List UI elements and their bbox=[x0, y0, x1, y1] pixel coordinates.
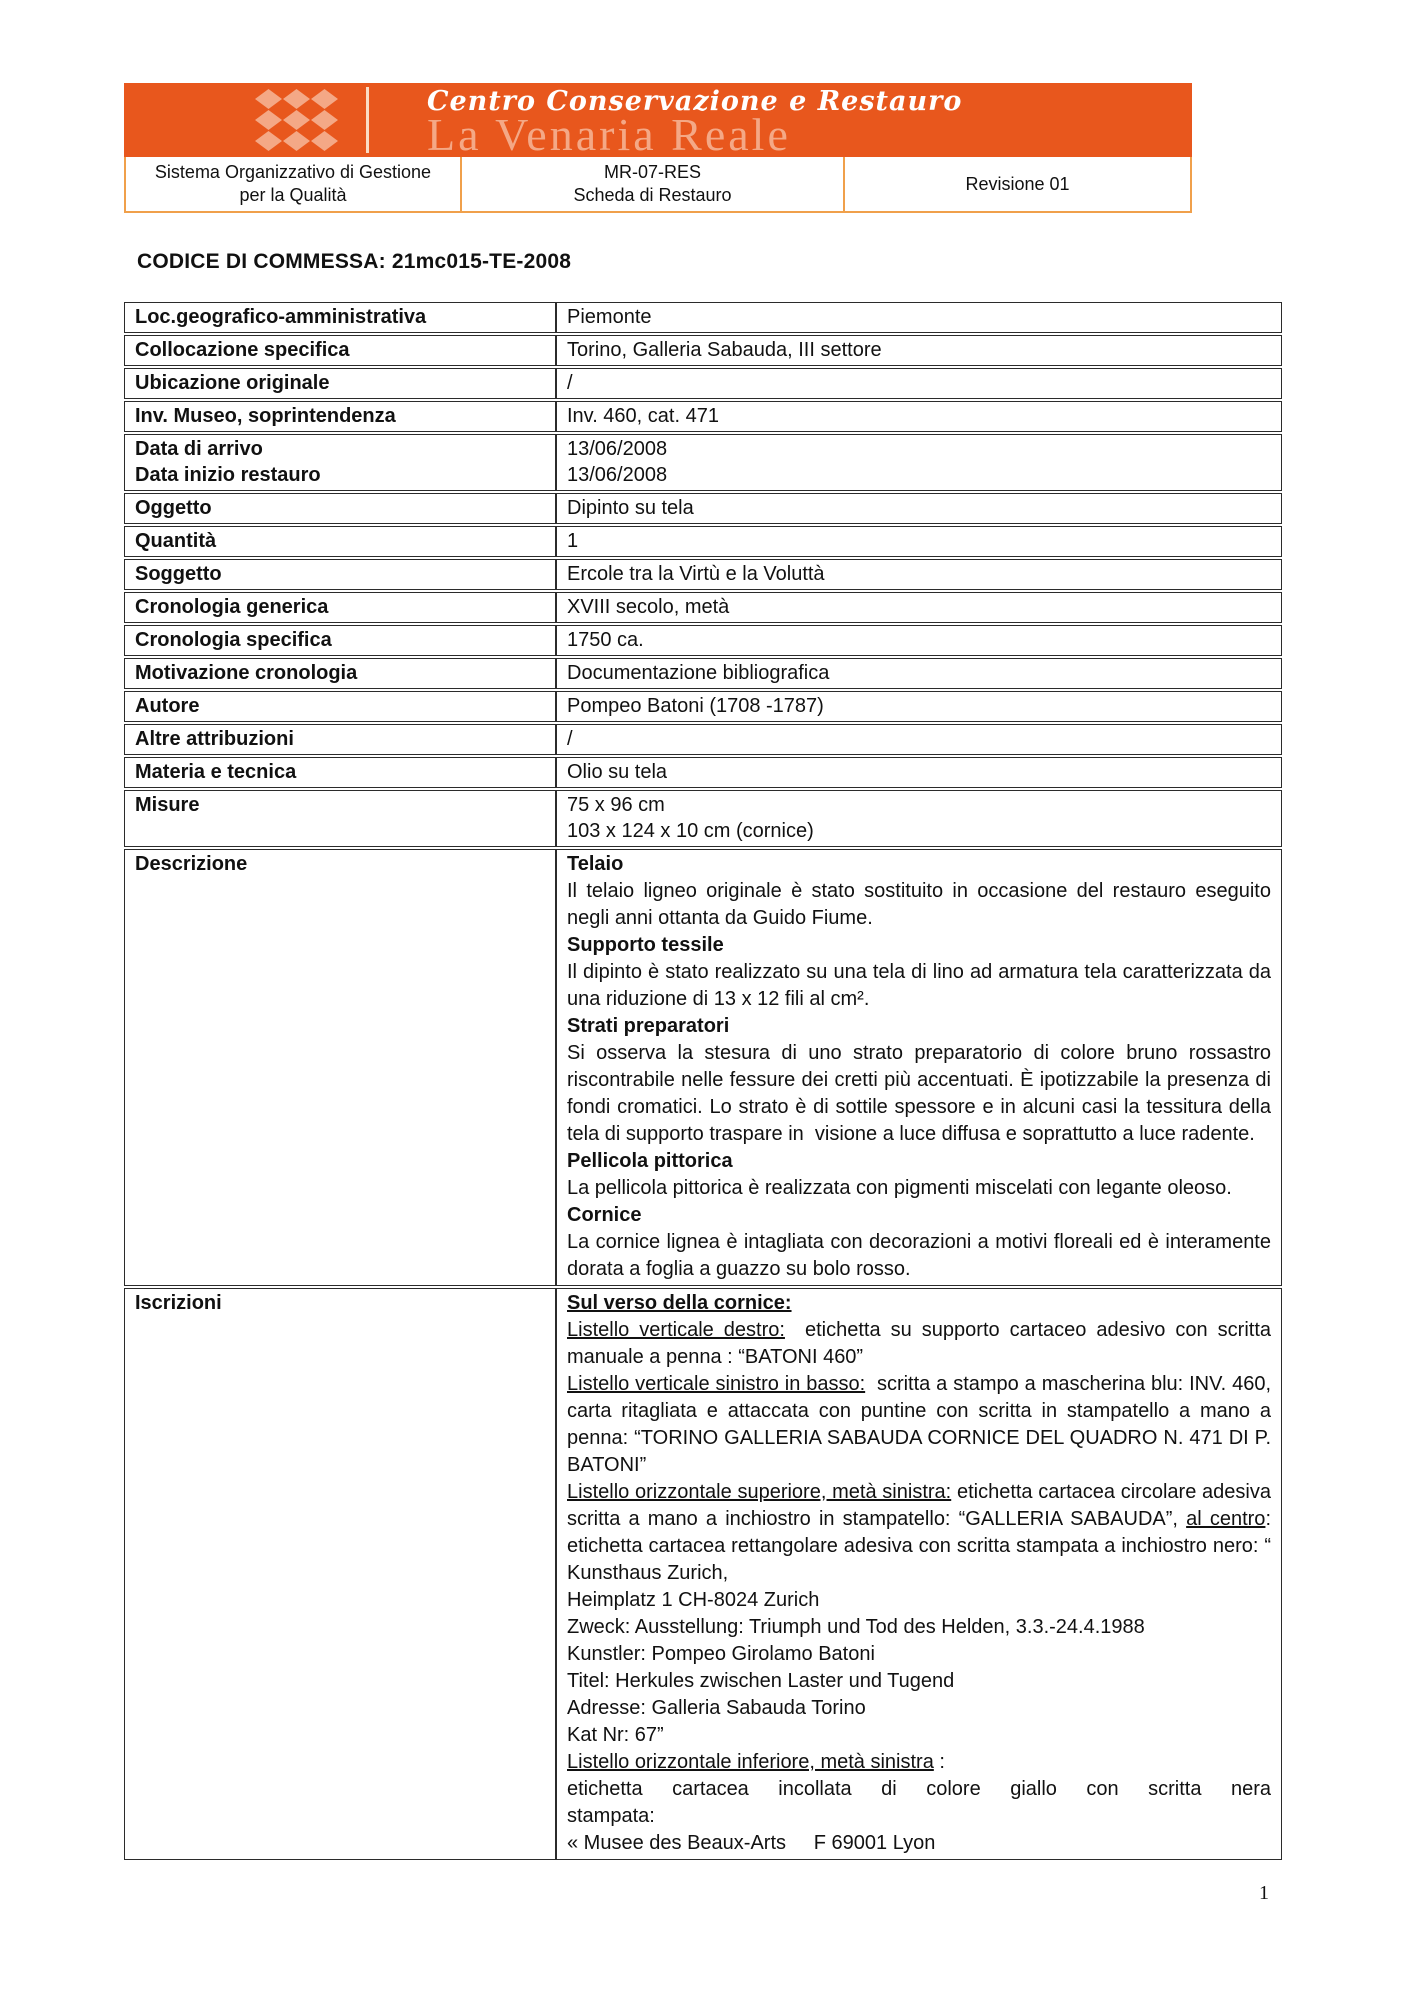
banner-title-line2: La Venaria Reale bbox=[427, 109, 791, 157]
inscription-paragraph bbox=[567, 1722, 1271, 1749]
field-value: / bbox=[556, 368, 1282, 399]
inscription-text-segment: Adresse: Galleria Sabauda Torino bbox=[567, 1697, 866, 1719]
header-cell-quality-line1: Sistema Organizzativo di Gestione bbox=[154, 162, 432, 182]
record-row bbox=[124, 625, 1282, 656]
description-section-text: La pellicola pittorica è realizzata con pigmenti miscelati con legante oleoso. bbox=[567, 1177, 1232, 1199]
record-row bbox=[124, 401, 1282, 432]
inscription-paragraph bbox=[567, 1290, 1271, 1317]
record-row bbox=[124, 724, 1282, 755]
description-section-text: La cornice lignea è intagliata con decorazioni a motivi floreali ed è interamente dorata a foglia a guazzo su bolo rosso. bbox=[567, 1231, 1277, 1280]
inscription-text-segment: : bbox=[933, 1751, 945, 1773]
inscription-text-segment: « Musee des Beaux-Arts F 69001 Lyon bbox=[567, 1832, 936, 1854]
field-label: Autore bbox=[124, 691, 556, 722]
field-value: Torino, Galleria Sabauda, III settore bbox=[556, 335, 1282, 366]
inscription-text-segment: Listello orizzontale superiore, metà sinistra: bbox=[567, 1481, 952, 1503]
diamond-icon bbox=[283, 89, 310, 109]
field-label: Altre attribuzioni bbox=[124, 724, 556, 755]
inscription-text-segment: Sul verso della cornice: bbox=[567, 1292, 792, 1314]
diamond-icon bbox=[255, 131, 282, 151]
diamond-icon bbox=[283, 110, 310, 130]
header-cell-quality-line2: per la Qualità bbox=[239, 185, 347, 205]
inscription-paragraph bbox=[567, 1695, 1271, 1722]
inscription-paragraph bbox=[567, 1803, 1271, 1830]
record-row bbox=[124, 757, 1282, 788]
header-cell-document-code bbox=[462, 157, 845, 211]
field-value: 1 bbox=[556, 526, 1282, 557]
page-number: 1 bbox=[1259, 1882, 1269, 1904]
description-section-text: Il telaio ligneo originale è stato sostituito in occasione del restauro eseguito negli anni ottanta da Guido Fiume. bbox=[567, 880, 1277, 929]
diamond-icon bbox=[255, 89, 282, 109]
field-value: 75 x 96 cm 103 x 124 x 10 cm (cornice) bbox=[556, 790, 1282, 847]
field-value: Inv. 460, cat. 471 bbox=[556, 401, 1282, 432]
inscription-text-segment: Zweck: Ausstellung: Triumph und Tod des Helden, 3.3.-24.4.1988 bbox=[567, 1616, 1145, 1638]
revision-label: Revisione 01 bbox=[965, 173, 1070, 194]
banner bbox=[124, 83, 1192, 157]
field-value: Dipinto su tela bbox=[556, 493, 1282, 524]
logo-separator bbox=[366, 87, 369, 153]
description-section-heading: Cornice bbox=[567, 1204, 642, 1226]
description-section-heading: Telaio bbox=[567, 853, 624, 875]
description-section-heading: Strati preparatori bbox=[567, 1015, 730, 1037]
field-label: Soggetto bbox=[124, 559, 556, 590]
record-row bbox=[124, 368, 1282, 399]
inscription-text-segment: Kat Nr: 67” bbox=[567, 1724, 664, 1746]
field-label: Misure bbox=[124, 790, 556, 847]
record-table bbox=[124, 300, 1282, 1862]
record-row bbox=[124, 592, 1282, 623]
field-label: Data di arrivo Data inizio restauro bbox=[124, 434, 556, 491]
field-value: Ercole tra la Virtù e la Voluttà bbox=[556, 559, 1282, 590]
inscription-paragraph bbox=[567, 1668, 1271, 1695]
field-label: Cronologia specifica bbox=[124, 625, 556, 656]
banner-title-line1: Centro Conservazione e Restauro bbox=[427, 86, 963, 117]
diamond-pattern-logo bbox=[255, 89, 338, 151]
inscription-text-segment: Heimplatz 1 CH-8024 Zurich bbox=[567, 1589, 820, 1611]
diamond-icon bbox=[283, 131, 310, 151]
inscription-paragraph bbox=[567, 1749, 1271, 1776]
record-row bbox=[124, 849, 1282, 1286]
field-value: Piemonte bbox=[556, 302, 1282, 333]
field-value: 1750 ca. bbox=[556, 625, 1282, 656]
diamond-icon bbox=[311, 89, 338, 109]
field-value: Documentazione bibliografica bbox=[556, 658, 1282, 689]
inscription-text-segment: al centro bbox=[1186, 1508, 1266, 1530]
inscription-text-segment: Listello verticale sinistro in basso: bbox=[567, 1373, 866, 1395]
inscription-text-segment: Kunstler: Pompeo Girolamo Batoni bbox=[567, 1643, 875, 1665]
header-cell-doc-line1: MR-07-RES bbox=[603, 162, 701, 182]
inscription-paragraph bbox=[567, 1614, 1271, 1641]
inscription-text-segment: Listello orizzontale inferiore, metà sinistra bbox=[567, 1751, 934, 1773]
inscription-text-segment: : etichetta cartacea rettangolare adesiva con scritta stampata a inchiostro nero: “ Kunsthaus Zurich, bbox=[567, 1508, 1277, 1584]
inscription-paragraph bbox=[567, 1317, 1277, 1371]
field-label: Inv. Museo, soprintendenza bbox=[124, 401, 556, 432]
banner-titles bbox=[427, 83, 962, 156]
field-value: 13/06/2008 13/06/2008 bbox=[556, 434, 1282, 491]
field-label: Cronologia generica bbox=[124, 592, 556, 623]
field-value bbox=[556, 849, 1282, 1286]
field-label: Descrizione bbox=[124, 849, 556, 1286]
inscription-paragraph bbox=[567, 1587, 1271, 1614]
record-row bbox=[124, 493, 1282, 524]
description-section-text: Si osserva la stesura di uno strato preparatorio di colore bruno rossastro riscontrabile nelle fessure dei cretti più accentuati. È ipotizzabile la presenza di fondi cromatici. Lo strato è di sottile spessore e in alcuni casi la tessitura della tela di supporto traspare in visione a luce diffusa e soprattutto a luce radente. bbox=[567, 1042, 1277, 1145]
field-label: Quantità bbox=[124, 526, 556, 557]
inscription-paragraph bbox=[567, 1479, 1277, 1587]
record-row bbox=[124, 790, 1282, 847]
commessa-heading: CODICE DI COMMESSA: 21mc015-TE-2008 bbox=[137, 250, 572, 273]
field-label: Collocazione specifica bbox=[124, 335, 556, 366]
inscription-paragraph bbox=[567, 1371, 1277, 1479]
header-cell-doc-line2: Scheda di Restauro bbox=[573, 185, 732, 205]
inscription-paragraph bbox=[567, 1641, 1271, 1668]
record-row bbox=[124, 434, 1282, 491]
description-section-heading: Supporto tessile bbox=[567, 934, 724, 956]
record-row bbox=[124, 559, 1282, 590]
field-label: Materia e tecnica bbox=[124, 757, 556, 788]
record-row bbox=[124, 1288, 1282, 1860]
inscription-text-segment: Titel: Herkules zwischen Laster und Tugend bbox=[567, 1670, 955, 1692]
inscription-text-segment: etichetta su supporto cartaceo adesivo con scritta manuale a penna : “BATONI 460” bbox=[567, 1319, 1277, 1368]
record-row bbox=[124, 658, 1282, 689]
field-value: Pompeo Batoni (1708 -1787) bbox=[556, 691, 1282, 722]
diamond-icon bbox=[311, 131, 338, 151]
diamond-icon bbox=[255, 110, 282, 130]
diamond-icon bbox=[311, 110, 338, 130]
field-label: Iscrizioni bbox=[124, 1288, 556, 1860]
field-label: Motivazione cronologia bbox=[124, 658, 556, 689]
record-row bbox=[124, 526, 1282, 557]
field-label: Loc.geografico-amministrativa bbox=[124, 302, 556, 333]
field-label: Oggetto bbox=[124, 493, 556, 524]
inscription-paragraph bbox=[567, 1776, 1271, 1803]
description-section-heading: Pellicola pittorica bbox=[567, 1150, 733, 1172]
header-cell-quality-system bbox=[126, 157, 462, 211]
field-value: Olio su tela bbox=[556, 757, 1282, 788]
record-row bbox=[124, 335, 1282, 366]
inscription-text-segment: etichetta cartacea incollata di colore giallo con scritta nera bbox=[567, 1778, 1271, 1800]
field-value: / bbox=[556, 724, 1282, 755]
header-cell-revision bbox=[845, 157, 1190, 211]
field-label: Ubicazione originale bbox=[124, 368, 556, 399]
record-row bbox=[124, 302, 1282, 333]
field-value: XVIII secolo, metà bbox=[556, 592, 1282, 623]
inscription-paragraph bbox=[567, 1830, 1271, 1857]
description-section-text: Il dipinto è stato realizzato su una tela di lino ad armatura tela caratterizzata da una riduzione di 13 x 12 fili al cm². bbox=[567, 961, 1277, 1010]
inscription-text-segment: stampata: bbox=[567, 1805, 655, 1827]
record-row bbox=[124, 691, 1282, 722]
record-table-body bbox=[124, 302, 1282, 1860]
field-value bbox=[556, 1288, 1282, 1860]
inscription-text-segment: etichetta cartacea circolare adesiva scritta a mano a inchiostro in stampatello: “GALLERIA SABAUDA”, bbox=[567, 1481, 1277, 1530]
inscription-text-segment: scritta a stampo a mascherina blu: INV. 460, carta ritagliata e attaccata con puntine con scritta in stampatello a mano a penna: “TORINO GALLERIA SABAUDA CORNICE DEL QUADRO N. 471 DI P. BATONI” bbox=[567, 1373, 1277, 1476]
inscription-text-segment: Listello verticale destro: bbox=[567, 1319, 785, 1341]
header-table bbox=[124, 157, 1192, 213]
